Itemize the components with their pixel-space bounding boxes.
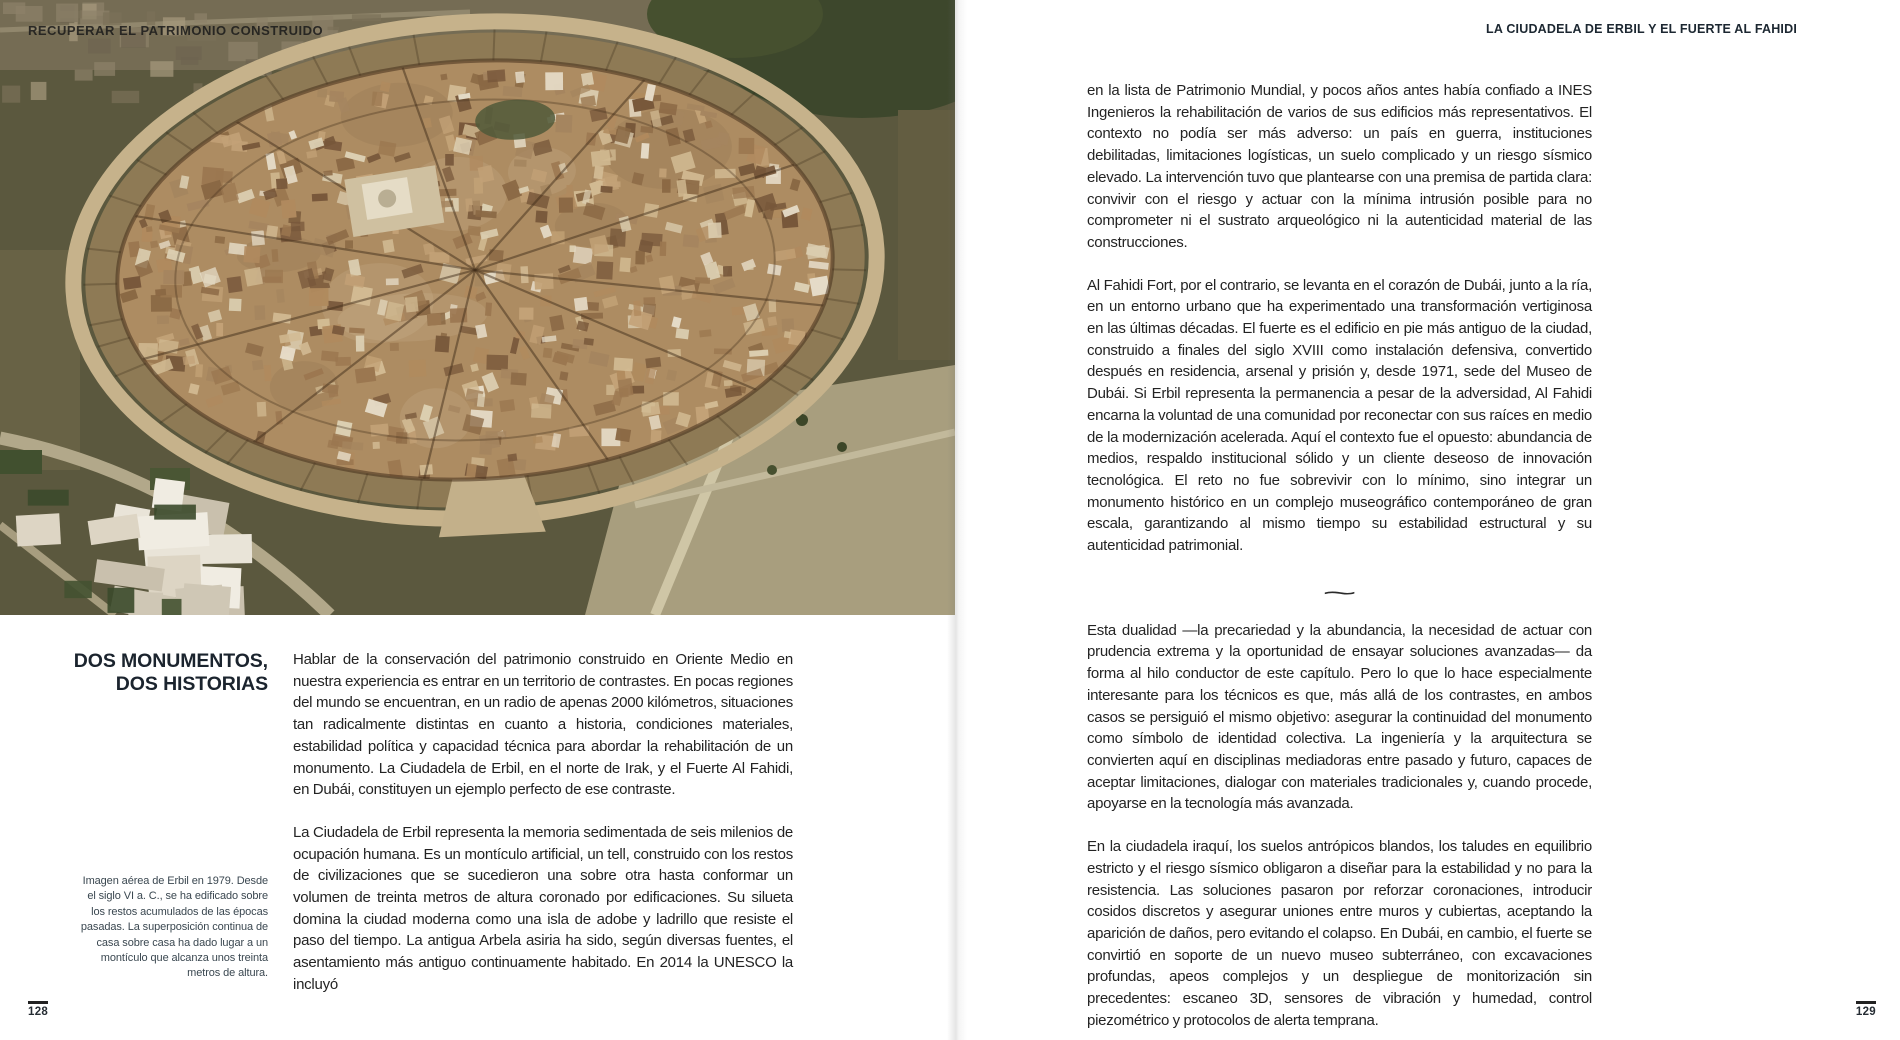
swung-dash-glyph: ~ [1322,579,1357,607]
gutter-shadow [947,0,967,1040]
aerial-photo-erbil-citadel [0,0,955,615]
body-paragraph: Esta dualidad —la precariedad y la abundancia, la necesidad de actuar con prudencia extrema y la oportunidad de ensayar soluciones avanzadas— da forma al hilo conductor de este capítulo. Pero lo que lo hace especialmente interesante para los técnicos es que, más allá de los contrastes, en ambos casos se persiguió el mismo objetivo: asegurar la continuidad del monumento como símbolo de identidad colectiva. La ingeniería y la arquitectura se convierten aquí en disciplinas mediadoras entre pasado y futuro, capaces de aceptar limitaciones, dialogar con materiales tradicionales y, cuando procede, apoyarse en la tecnología más avanzada. [1087,621,1592,813]
page-number-right: 129 [1855,1006,1876,1018]
body-paragraph: Al Fahidi Fort, por el contrario, se levanta en el corazón de Dubái, junto a la ría, en un entorno urbano que ha experimentado una transformación vertiginosa en las últimas décadas. El fuerte es el edificio en pie más antiguo de la ciudad, construido a finales del siglo XVIII como instalación defensiva, convertido después en residencia, arsenal y prisión y, desde 1971, sede del Museo de Dubái. Si Erbil representa la permanencia a pesar de la adversidad, Al Fahidi encarna la voluntad de una comunidad por reconectar con sus raíces en medio de la modernización acelerada. Aquí el contexto fue el opuesto: abundancia de medios, respaldo institucional sólido y un cliente deseoso de innovación tecnológica. El reto no fue sobrevivir con lo mínimo, sino integrar un monumento histórico en un complejo museográfico contemporáneo de gran escala, garantizando al mismo tiempo su estabilidad estructural y su autenticidad patrimonial. [1087,276,1592,555]
section-heading-line1: DOS MONUMENTOS, [73,650,268,672]
body-paragraph: en la lista de Patrimonio Mundial, y pocos años antes había confiado a INES Ingenieros la rehabilitación de varios de sus edificios más representativos. El contexto no podía ser más adverso: un país en guerra, instituciones debilitadas, limitaciones logísticas, un suelo complicado y un riesgo sísmico elevado. La intervención tuvo que plantearse con una premisa de partida clara: convivir con el riesgo y actuar con la mínima intrusión posible para no comprometer ni el sustrato arqueológico ni la autenticidad material de las construcciones. [1087,82,1592,251]
section-heading [58,650,268,696]
section-separator [1087,578,1592,608]
page-number-left: 128 [28,1006,49,1018]
photo-caption: Imagen aérea de Erbil en 1979. Desde el siglo VI a. C., se ha edificado sobre los restos acumulados de las épocas pasadas. La superposición continua de casa sobre casa ha dado lugar a un montículo que alcanza unos treinta metros de altura. [80,875,268,980]
left-body-column [293,649,793,1017]
right-body-column [1087,80,1592,1040]
section-heading-line2: DOS HISTORIAS [115,673,268,695]
body-paragraph: Hablar de la conservación del patrimonio construido en Oriente Medio en nuestra experiencia es entrar en un territorio de contrastes. En pocas regiones del mundo se encuentran, en un radio de apenas 2000 kilómetros, situaciones tan radicalmente distintas en cuanto a historia, condiciones materiales, estabilidad política y capacidad técnica para abordar la rehabilitación de un monumento. La Ciudadela de Erbil, en el norte de Irak, y el Fuerte Al Fahidi, en Dubái, constituyen un ejemplo perfecto de ese contraste. [293,651,793,799]
body-paragraph: En la ciudadela iraquí, los suelos antrópicos blandos, los taludes en equilibrio estricto y el riesgo sísmico obligaron a diseñar para la estabilidad y no para la resistencia. Las soluciones pasaron por reforzar coronaciones, introducir cosidos discretos y asegurar uniones entre muros y cubiertas, aceptando la aparición de daños, pero evitando el colapso. En Dubái, en cambio, el fuerte se convirtió en soporte de un nuevo museo subterráneo, con excavaciones profundas, apeos complejos y un despliegue de monitorización sin precedentes: escaneo 3D, sensores de vibración y humedad, control piezométrico y protocolos de alerta temprana. [1087,838,1592,1029]
left-running-header: RECUPERAR EL PATRIMONIO CONSTRUIDO [28,23,324,38]
page-number-rule [28,1001,48,1004]
body-paragraph: La Ciudadela de Erbil representa la memoria sedimentada de seis milenios de ocupación humana. Es un montículo artificial, un tell, construido con los restos de civilizaciones que se sucedieron una sobre otra hasta conformar un volumen de treinta metros de altura coronado por edificaciones. Su silueta domina la ciudad moderna como una isla de adobe y ladrillo que resiste el paso del tiempo. La antigua Arbela asiria ha sido, según diversas fuentes, el asentamiento más antiguo continuamente habitado. En 2014 la UNESCO la incluyó [293,823,793,993]
right-running-header: LA CIUDADELA DE ERBIL Y EL FUERTE AL FAHIDI [1486,22,1797,36]
page-number-rule [1856,1001,1876,1004]
